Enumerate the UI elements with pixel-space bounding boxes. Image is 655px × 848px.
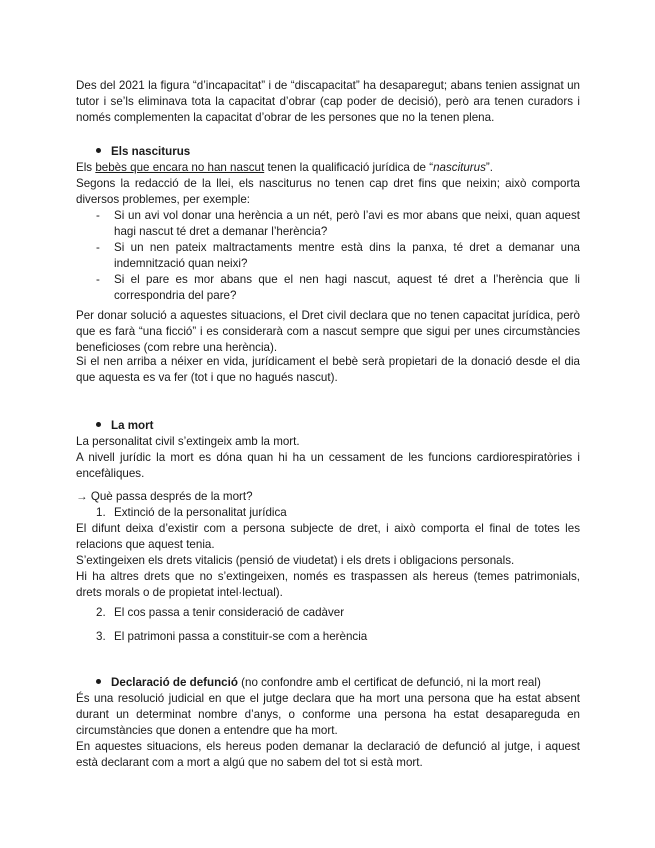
section-heading-defuncio: Declaració de defunció (no confondre amb el certificat de defunció, ni la mort real) [96, 675, 541, 691]
numbered-item-1: 1. Extinció de la personalitat jurídica [96, 506, 287, 519]
numbered-item-3: 3. El patrimoni passa a constituir-se com a herència [96, 630, 368, 643]
nasciturus-paragraph-1: Segons la redacció de la llei, els nasciturus no tenen cap dret fins que neixin; això comporta diversos problemes, per exemple: [76, 177, 580, 207]
section-heading-mort: La mort [96, 418, 154, 434]
nasciturus-paragraph-3: Si el nen arriba a néixer en vida, jurídicament el bebè serà propietari de la donació desde el dia que aquesta es va fer (tot i que no hagués nascut). [76, 355, 580, 385]
mort-paragraph-2: A nivell jurídic la mort es dóna quan hi ha un cessament de les funcions cardiorespiratòries i encefàliques. [76, 451, 580, 481]
defuncio-paragraph-2: En aquestes situacions, els hereus poden demanar la declaració de defunció al jutge, i aquest està declarant com a mort a algú que no sabem del tot si està mort. [76, 740, 580, 770]
bullet-icon [96, 422, 101, 427]
nasciturus-paragraph-2: Per donar solució a aquestes situacions, el Dret civil declara que no tenen capacitat jurídica, però que es farà “una ficció” i es considerarà com a nascut sempre que sigui per unes circumstàncies beneficioses (com rebre una herència). [76, 309, 580, 355]
numbered-item-2: 2. El cos passa a tenir consideració de cadàver [96, 606, 345, 619]
mort-question: → Què passa després de la mort? [76, 490, 253, 503]
mort-paragraph-4: S’extingeixen els drets vitalicis (pensió de viudetat) i els drets i obligacions personals. [76, 554, 515, 567]
list-item: - Si un avi vol donar una herència a un nét, però l’avi es mor abans que neixi, quan aquest hagi nascut té dret a demanar l’herència? [96, 209, 580, 239]
intro-paragraph: Des del 2021 la figura “d’incapacitat” i de “discapacitat” ha desaparegut; abans tenien assignat un tutor i se’ls eliminava tota la capacitat d’obrar (cap poder de decisió), però ara tenen curadors i només complementen la capacitat d’obrar de les persones que no la tenen plena. [76, 79, 580, 125]
bullet-icon [96, 679, 101, 684]
mort-paragraph-1: La personalitat civil s’extingeix amb la mort. [76, 435, 300, 448]
list-item: - Si un nen pateix maltractaments mentre està dins la panxa, té dret a demanar una indemnització quan neixi? [96, 241, 580, 271]
list-item: - Si el pare es mor abans que el nen hagi nascut, aquest té dret a l’herència que li correspondria del pare? [96, 273, 580, 303]
mort-paragraph-5: Hi ha altres drets que no s’extingeixen, només es traspassen als hereus (temes patrimonials, drets morals o de propietat intel·lectual). [76, 570, 580, 600]
mort-paragraph-3: El difunt deixa d’existir com a persona subjecte de dret, i això comporta el final de totes les relacions que aquest tenia. [76, 522, 580, 552]
bullet-icon [96, 148, 101, 153]
defuncio-paragraph-1: És una resolució judicial en que el jutge declara que ha mort una persona que ha estat absent durant un determinat nombre d’anys, o conforme una persona ha estat desapareguda en circumstàncies que donen a entendre que ha mort. [76, 692, 580, 738]
nasciturus-definition: Els bebès que encara no han nascut tenen la qualificació jurídica de “nasciturus”. [76, 161, 494, 174]
section-heading-nasciturus: Els nasciturus [96, 144, 190, 160]
